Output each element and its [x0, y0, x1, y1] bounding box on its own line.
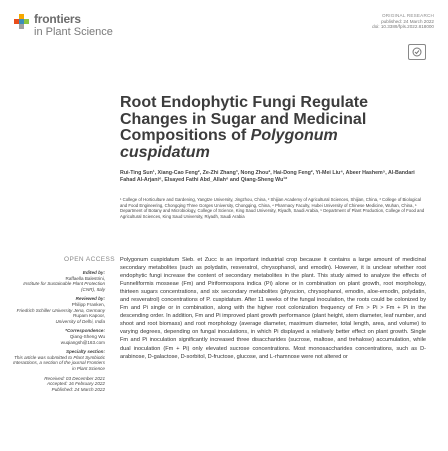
- journal-section: in Plant Science: [34, 26, 113, 38]
- doi: doi: 10.3389/fpls.2022.818000: [372, 24, 434, 30]
- affiliations: ¹ College of Horticulture and Gardening, Yangtze University, Jingzhou, China, ² Shijian Academy of Agricultural Sciences, Shijian, China, ³ College of Biological and Food Engineering, Chongqing Three Gorges University, Chongqing, China, ⁴ Pharmacy Faculty, Hubei University of Chinese Medicine, Wuhan, China, ⁵ Department of Botany and Microbiology, College of Science, King Saud University, Riyadh, Saudi Arabia, ⁶ Department of Plant Production, College of Food and Agricultural Sciences, King Saud University, Riyadh, Saudi Arabia: [120, 197, 425, 220]
- article-title: Root Endophytic Fungi Regulate Changes in Sugar and Medicinal Compositions of Polygonum cuspidatum: [120, 94, 368, 161]
- correspondence-email[interactable]: wuqiangsh@163.com: [60, 339, 105, 345]
- article-sidebar: Edited by: Raffaella Balestrini, Institute for Sustainable Plant Protection (CNR), Italy Reviewed by: Philipp Franken, Friedrich Schiller University Jena, Germany Rupam Kapoor, University of Delhi, India *Correspondence: Qiang-Sheng Wu wuqiangsh@163.com Specialty section: This article was submitted to Plant Symbiotic Interactions, a section of the journal Frontiers in Plant Science Received: 03 December 2021 Accepted: 16 February 2022 Published: 24 March 2022: [10, 270, 105, 392]
- open-access-label: OPEN ACCESS: [64, 256, 115, 263]
- article-meta: [372, 13, 434, 30]
- article-type: ORIGINAL RESEARCH: [382, 13, 434, 18]
- abstract-text: Polygonum cuspidatum Sieb. et Zucc is an important industrial crop because it contains a large amount of medicinal secondary metabolites (such as polydatin, resveratrol, chrysophanol, and emodin). However, it is unclear whether root endophytic fungi increase the content of secondary metabolites in the plant. This study aimed to analyze the effects of Funneliformis mosseae (Fm) and Piriformospora indica (Pi) alone or in combination on plant growth, root morphology, thirteen sugars concentrations, and six secondary metabolites (physcion, chrysophanol, emodin, aloe-emodin, polydatin, and resveratrol) concentrations of P. cuspidatum. After 11 weeks of the fungal inoculation, the roots could be colonized by Fm and Pi single or in combination, along with the higher root colonization frequency of Fm > Pi > Fm + Pi in the descending order. In addition, Fm and Pi improved plant growth performance (plant height, stem diameter, leaf number, and shoot and root biomass) and root morphology (average diameter, maximum diameter, total length, area, and volume) to varying degrees, depending on fungal inoculations, in which Pi displayed a relatively better effect on plant growth. Single Fm and Pi inoculation significantly increased three disaccharides (sucrose, maltose, and trehalose) accumulation, while dual inoculation (Fm + Pi) only elevated sucrose concentrations. Most monosaccharides concentrations, such as D-arabinose, D-galactose, D-sorbitol, D-fructose, glucose, and L-rhamnose were not altered or: [120, 257, 426, 360]
- author-list: Rui-Ting Sun¹, Xiang-Cao Feng², Ze-Zhi Zhang³, Nong Zhou², Hai-Dong Feng², Yi-Mei Liu⁴, Abeer Hashem⁵, Al-Bandari Fahad Al-Arjani⁶, Elsayed Fathi Abd_Allah⁶ and Qiang-Sheng Wu¹*: [120, 170, 415, 183]
- journal-name: frontiers: [34, 12, 81, 26]
- journal-logo: [14, 12, 114, 42]
- frontiers-logo-icon: [14, 14, 32, 30]
- published-date: published: 24 March 2022: [381, 18, 434, 24]
- check-for-updates-icon[interactable]: [408, 44, 426, 60]
